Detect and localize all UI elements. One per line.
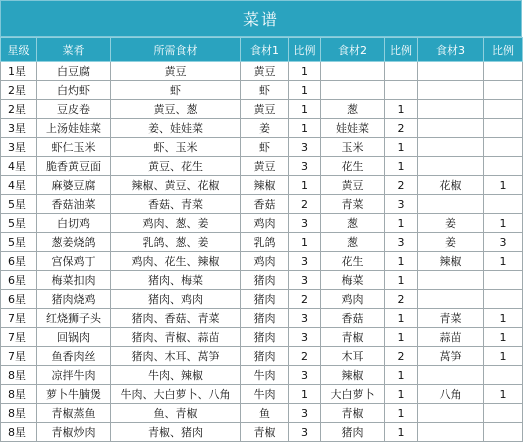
table-row — [1, 404, 523, 423]
ratio-1-cell: 3 — [289, 328, 321, 347]
ratio-3-cell — [484, 100, 523, 119]
ingredient-3-cell: 辣椒 — [418, 252, 484, 271]
required-ingredients-cell: 辣椒、黄豆、花椒 — [111, 176, 241, 195]
ingredient-2-cell: 木耳 — [321, 347, 385, 366]
ingredient-3-cell — [418, 423, 484, 442]
ratio-1-cell: 1 — [289, 119, 321, 138]
required-ingredients-cell: 牛肉、辣椒 — [111, 366, 241, 385]
star-level-cell: 7星 — [1, 347, 37, 366]
ingredient-3-cell — [418, 157, 484, 176]
star-level-cell: 6星 — [1, 252, 37, 271]
ratio-2-cell: 1 — [385, 157, 418, 176]
ingredient-2-cell: 辣椒 — [321, 366, 385, 385]
ingredient-3-cell — [418, 195, 484, 214]
ratio-1-cell: 1 — [289, 176, 321, 195]
ratio-1-cell: 3 — [289, 423, 321, 442]
ratio-2-cell — [385, 62, 418, 81]
ingredient-2-cell: 葱 — [321, 233, 385, 252]
ingredient-3-cell: 八角 — [418, 385, 484, 404]
required-ingredients-cell: 鸡肉、花生、辣椒 — [111, 252, 241, 271]
star-level-cell: 3星 — [1, 138, 37, 157]
ratio-3-cell: 1 — [484, 214, 523, 233]
required-ingredients-cell: 青椒、猪肉 — [111, 423, 241, 442]
star-level-cell: 8星 — [1, 366, 37, 385]
required-ingredients-cell: 猪肉、鸡肉 — [111, 290, 241, 309]
required-ingredients-cell: 黄豆 — [111, 62, 241, 81]
ingredient-1-cell: 虾 — [241, 81, 289, 100]
ingredient-3-cell — [418, 271, 484, 290]
table-row — [1, 309, 523, 328]
table-row — [1, 271, 523, 290]
header-ingredient-2: 食材2 — [321, 38, 385, 62]
required-ingredients-cell: 猪肉、青椒、蒜苗 — [111, 328, 241, 347]
ingredient-1-cell: 虾 — [241, 138, 289, 157]
table-row — [1, 100, 523, 119]
ingredient-1-cell: 青椒 — [241, 423, 289, 442]
ratio-3-cell — [484, 195, 523, 214]
dish-name-cell: 红烧狮子头 — [37, 309, 111, 328]
ratio-2-cell: 2 — [385, 119, 418, 138]
dish-name-cell: 鱼香肉丝 — [37, 347, 111, 366]
star-level-cell: 8星 — [1, 423, 37, 442]
table-row — [1, 195, 523, 214]
ingredient-2-cell: 花生 — [321, 157, 385, 176]
ratio-2-cell: 1 — [385, 328, 418, 347]
star-level-cell: 8星 — [1, 385, 37, 404]
ratio-1-cell: 3 — [289, 404, 321, 423]
ingredient-3-cell: 蒜苗 — [418, 328, 484, 347]
ratio-2-cell: 1 — [385, 271, 418, 290]
ratio-1-cell: 3 — [289, 309, 321, 328]
ratio-2-cell: 1 — [385, 423, 418, 442]
required-ingredients-cell: 黄豆、花生 — [111, 157, 241, 176]
dish-name-cell: 青椒蒸鱼 — [37, 404, 111, 423]
ratio-1-cell: 2 — [289, 195, 321, 214]
table-row — [1, 62, 523, 81]
ingredient-2-cell: 玉米 — [321, 138, 385, 157]
ratio-3-cell: 1 — [484, 385, 523, 404]
ingredient-3-cell — [418, 100, 484, 119]
dish-name-cell: 上汤娃娃菜 — [37, 119, 111, 138]
table-row — [1, 385, 523, 404]
ingredient-2-cell — [321, 81, 385, 100]
header-required-ingredients: 所需食材 — [111, 38, 241, 62]
ratio-1-cell: 2 — [289, 347, 321, 366]
table-row — [1, 328, 523, 347]
ingredient-1-cell: 牛肉 — [241, 366, 289, 385]
ratio-1-cell: 1 — [289, 100, 321, 119]
dish-name-cell: 青椒炒肉 — [37, 423, 111, 442]
ratio-3-cell: 1 — [484, 347, 523, 366]
table-row — [1, 81, 523, 100]
ingredient-3-cell: 青菜 — [418, 309, 484, 328]
ingredient-1-cell: 猪肉 — [241, 271, 289, 290]
ingredient-1-cell: 猪肉 — [241, 290, 289, 309]
required-ingredients-cell: 香菇、青菜 — [111, 195, 241, 214]
ratio-2-cell: 2 — [385, 176, 418, 195]
header-ratio-2: 比例 — [385, 38, 418, 62]
ingredient-2-cell: 娃娃菜 — [321, 119, 385, 138]
star-level-cell: 7星 — [1, 309, 37, 328]
dish-name-cell: 虾仁玉米 — [37, 138, 111, 157]
table-row — [1, 233, 523, 252]
header-ratio-1: 比例 — [289, 38, 321, 62]
ratio-3-cell — [484, 423, 523, 442]
ingredient-1-cell: 鸡肉 — [241, 214, 289, 233]
ratio-1-cell: 3 — [289, 138, 321, 157]
ingredient-1-cell: 香菇 — [241, 195, 289, 214]
ingredient-2-cell: 大白萝卜 — [321, 385, 385, 404]
dish-name-cell: 萝卜牛腩煲 — [37, 385, 111, 404]
required-ingredients-cell: 猪肉、木耳、莴笋 — [111, 347, 241, 366]
table-row — [1, 157, 523, 176]
star-level-cell: 5星 — [1, 233, 37, 252]
ratio-2-cell: 1 — [385, 404, 418, 423]
required-ingredients-cell: 虾 — [111, 81, 241, 100]
ingredient-1-cell: 牛肉 — [241, 385, 289, 404]
ratio-1-cell: 1 — [289, 62, 321, 81]
required-ingredients-cell: 猪肉、香菇、青菜 — [111, 309, 241, 328]
required-ingredients-cell: 乳鸽、葱、姜 — [111, 233, 241, 252]
ingredient-2-cell — [321, 62, 385, 81]
table-row — [1, 423, 523, 442]
ingredient-3-cell — [418, 366, 484, 385]
ratio-1-cell: 1 — [289, 233, 321, 252]
ratio-3-cell — [484, 290, 523, 309]
ingredient-2-cell: 葱 — [321, 100, 385, 119]
ratio-3-cell — [484, 119, 523, 138]
required-ingredients-cell: 姜、娃娃菜 — [111, 119, 241, 138]
ratio-1-cell: 3 — [289, 157, 321, 176]
header-row — [1, 38, 523, 62]
ingredient-3-cell — [418, 290, 484, 309]
ingredient-1-cell: 黄豆 — [241, 100, 289, 119]
ingredient-3-cell — [418, 62, 484, 81]
ratio-3-cell: 1 — [484, 309, 523, 328]
ingredient-1-cell: 乳鸽 — [241, 233, 289, 252]
star-level-cell: 3星 — [1, 119, 37, 138]
ingredient-1-cell: 黄豆 — [241, 62, 289, 81]
star-level-cell: 4星 — [1, 176, 37, 195]
ratio-3-cell: 1 — [484, 176, 523, 195]
table-row — [1, 290, 523, 309]
dish-name-cell: 香菇油菜 — [37, 195, 111, 214]
ratio-3-cell: 1 — [484, 328, 523, 347]
required-ingredients-cell: 鱼、青椒 — [111, 404, 241, 423]
required-ingredients-cell: 鸡肉、葱、姜 — [111, 214, 241, 233]
table-row — [1, 252, 523, 271]
header-ingredient-3: 食材3 — [418, 38, 484, 62]
table-title: 菜谱 — [0, 0, 522, 37]
ratio-2-cell: 1 — [385, 214, 418, 233]
ratio-3-cell — [484, 366, 523, 385]
ingredient-3-cell — [418, 138, 484, 157]
ingredient-1-cell: 黄豆 — [241, 157, 289, 176]
ratio-3-cell: 3 — [484, 233, 523, 252]
required-ingredients-cell: 虾、玉米 — [111, 138, 241, 157]
ratio-2-cell: 3 — [385, 195, 418, 214]
ingredient-3-cell: 姜 — [418, 233, 484, 252]
ingredient-3-cell: 莴笋 — [418, 347, 484, 366]
header-ingredient-1: 食材1 — [241, 38, 289, 62]
required-ingredients-cell: 黄豆、葱 — [111, 100, 241, 119]
ingredient-3-cell — [418, 81, 484, 100]
ingredient-1-cell: 辣椒 — [241, 176, 289, 195]
ratio-1-cell: 3 — [289, 252, 321, 271]
star-level-cell: 6星 — [1, 271, 37, 290]
dish-name-cell: 凉拌牛肉 — [37, 366, 111, 385]
ratio-3-cell — [484, 62, 523, 81]
header-ratio-3: 比例 — [484, 38, 523, 62]
ingredient-2-cell: 黄豆 — [321, 176, 385, 195]
ratio-2-cell: 2 — [385, 290, 418, 309]
dish-name-cell: 猪肉烧鸡 — [37, 290, 111, 309]
star-level-cell: 1星 — [1, 62, 37, 81]
ratio-3-cell — [484, 271, 523, 290]
ratio-2-cell: 1 — [385, 100, 418, 119]
ingredient-1-cell: 猪肉 — [241, 347, 289, 366]
ratio-2-cell: 1 — [385, 138, 418, 157]
ingredient-2-cell: 青菜 — [321, 195, 385, 214]
dish-name-cell: 梅菜扣肉 — [37, 271, 111, 290]
required-ingredients-cell: 猪肉、梅菜 — [111, 271, 241, 290]
star-level-cell: 5星 — [1, 214, 37, 233]
ingredient-2-cell: 青椒 — [321, 404, 385, 423]
dish-name-cell: 白豆腐 — [37, 62, 111, 81]
header-star-level: 星级 — [1, 38, 37, 62]
ratio-2-cell: 1 — [385, 309, 418, 328]
table-row — [1, 138, 523, 157]
ingredient-1-cell: 猪肉 — [241, 309, 289, 328]
ingredient-1-cell: 鸡肉 — [241, 252, 289, 271]
header-dish: 菜肴 — [37, 38, 111, 62]
ingredient-3-cell — [418, 404, 484, 423]
ingredient-2-cell: 鸡肉 — [321, 290, 385, 309]
dish-name-cell: 白灼虾 — [37, 81, 111, 100]
star-level-cell: 8星 — [1, 404, 37, 423]
ratio-2-cell: 1 — [385, 366, 418, 385]
ingredient-2-cell: 花生 — [321, 252, 385, 271]
ratio-3-cell: 1 — [484, 252, 523, 271]
ingredient-2-cell: 猪肉 — [321, 423, 385, 442]
dish-name-cell: 葱姜烧鸽 — [37, 233, 111, 252]
required-ingredients-cell: 牛肉、大白萝卜、八角 — [111, 385, 241, 404]
ingredient-2-cell: 梅菜 — [321, 271, 385, 290]
ratio-3-cell — [484, 81, 523, 100]
ingredient-2-cell: 香菇 — [321, 309, 385, 328]
ingredient-3-cell — [418, 119, 484, 138]
ingredient-2-cell: 葱 — [321, 214, 385, 233]
star-level-cell: 4星 — [1, 157, 37, 176]
ratio-1-cell: 2 — [289, 290, 321, 309]
ratio-1-cell: 1 — [289, 81, 321, 100]
dish-name-cell: 宫保鸡丁 — [37, 252, 111, 271]
star-level-cell: 5星 — [1, 195, 37, 214]
table-row — [1, 366, 523, 385]
ratio-2-cell: 1 — [385, 252, 418, 271]
ratio-3-cell — [484, 138, 523, 157]
ratio-2-cell: 3 — [385, 233, 418, 252]
ratio-1-cell: 3 — [289, 214, 321, 233]
ratio-2-cell: 2 — [385, 347, 418, 366]
ingredient-1-cell: 姜 — [241, 119, 289, 138]
ratio-2-cell — [385, 81, 418, 100]
dish-name-cell: 脆香黄豆面 — [37, 157, 111, 176]
dish-name-cell: 麻婆豆腐 — [37, 176, 111, 195]
ingredient-2-cell: 青椒 — [321, 328, 385, 347]
dish-name-cell: 回锅肉 — [37, 328, 111, 347]
ratio-3-cell — [484, 157, 523, 176]
ingredient-1-cell: 猪肉 — [241, 328, 289, 347]
star-level-cell: 7星 — [1, 328, 37, 347]
ratio-1-cell: 3 — [289, 271, 321, 290]
ratio-3-cell — [484, 404, 523, 423]
ingredient-3-cell: 花椒 — [418, 176, 484, 195]
table-row — [1, 214, 523, 233]
star-level-cell: 2星 — [1, 81, 37, 100]
recipe-table — [0, 37, 523, 442]
ratio-1-cell: 1 — [289, 385, 321, 404]
table-row — [1, 119, 523, 138]
ratio-1-cell: 3 — [289, 366, 321, 385]
table-row — [1, 347, 523, 366]
ratio-2-cell: 1 — [385, 385, 418, 404]
star-level-cell: 6星 — [1, 290, 37, 309]
dish-name-cell: 豆皮卷 — [37, 100, 111, 119]
ingredient-3-cell: 姜 — [418, 214, 484, 233]
ingredient-1-cell: 鱼 — [241, 404, 289, 423]
table-row — [1, 176, 523, 195]
star-level-cell: 2星 — [1, 100, 37, 119]
dish-name-cell: 白切鸡 — [37, 214, 111, 233]
